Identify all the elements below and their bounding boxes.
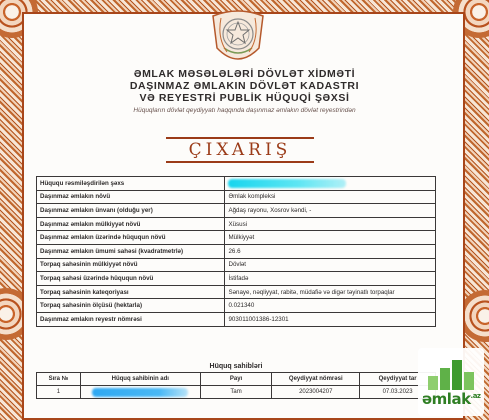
header-line-2: DAŞINMAZ ƏMLAKIN DÖVLƏT KADASTRI — [129, 80, 360, 92]
logo-text — [422, 390, 481, 408]
redaction-mark — [92, 388, 188, 397]
logo-building — [440, 368, 450, 390]
header-line-1: ƏMLAK MƏSƏLƏLƏRİ DÖVLƏT XİDMƏTİ — [133, 68, 356, 80]
emlak-building-logo-icon — [418, 348, 484, 416]
property-details-table — [36, 176, 436, 327]
field-value: Xüsusi — [225, 217, 436, 231]
field-value: Mülkiyyət — [225, 231, 436, 245]
table-cell: 1 — [37, 386, 81, 399]
table-row — [37, 285, 436, 299]
field-label: Torpaq sahəsi üzərində hüququn növü — [37, 272, 225, 286]
field-value: Dövlət — [225, 258, 436, 272]
field-label: Daşınmaz əmlakın üzərində hüququn növü — [37, 231, 225, 245]
document-title-box — [166, 137, 314, 163]
title-rule-top — [166, 137, 314, 139]
field-value: 903011001386-12301 — [225, 312, 436, 326]
field-label: Torpaq sahəsinin mülkiyyət növü — [37, 258, 225, 272]
table-cell-redacted — [80, 386, 200, 399]
column-header: Qeydiyyat nömrəsi — [272, 373, 360, 386]
rights-holders-title: Hüquq sahibləri — [209, 363, 263, 370]
field-value: İstifadə — [225, 272, 436, 286]
field-value: 26.6 — [225, 244, 436, 258]
field-label: Daşınmaz əmlakın ünvanı (olduğu yer) — [37, 204, 225, 218]
field-label: Daşınmaz əmlakın reyestr nömrəsi — [37, 312, 225, 326]
table-header-row — [37, 373, 436, 386]
redaction-mark — [228, 179, 346, 188]
table-row — [37, 231, 436, 245]
field-value: Ağdaş rayonu, Xosrov kəndi, - — [225, 204, 436, 218]
field-value-redacted — [225, 177, 436, 191]
field-label: Hüququ rəsmiləşdirilən şəxs — [37, 177, 225, 191]
table-row — [37, 386, 436, 399]
ornamental-border-left — [0, 0, 22, 420]
table-row — [37, 204, 436, 218]
header-subtitle: Hüquqların dövlət qeydiyyatı haqqında daşınmaz əmlakın dövlət reyestrindən — [133, 107, 356, 114]
field-label: Torpaq sahəsinin ölçüsü (hektarla) — [37, 299, 225, 313]
header-line-3: VƏ REYESTRİ PUBLİK HÜQUQİ ŞƏXSİ — [139, 92, 350, 104]
table-row — [37, 272, 436, 286]
document-title: ÇIXARIŞ — [188, 140, 292, 160]
table-row — [37, 217, 436, 231]
table-row — [37, 312, 436, 326]
rights-holders-table — [36, 372, 436, 399]
field-label: Daşınmaz əmlakın mülkiyyət növü — [37, 217, 225, 231]
table-row — [37, 258, 436, 272]
table-cell: Tam — [200, 386, 272, 399]
table-row — [37, 190, 436, 204]
logo-building — [464, 372, 474, 390]
field-label: Daşınmaz əmlakın ümumi sahəsi (kvadratmetrlə) — [37, 244, 225, 258]
azerbaijan-state-emblem-icon — [207, 8, 269, 68]
table-row — [37, 244, 436, 258]
title-rule-bottom — [166, 161, 314, 163]
field-value: 0.021340 — [225, 299, 436, 313]
column-header: Payı — [200, 373, 272, 386]
logo-building — [452, 360, 462, 390]
column-header: Qeydiyyat tar — [360, 373, 436, 386]
field-value: Əmlak kompleksi — [225, 190, 436, 204]
logo-suffix: .az — [470, 392, 481, 400]
table-cell: 2023004207 — [272, 386, 360, 399]
table-row — [37, 299, 436, 313]
field-label: Torpaq sahəsinin kateqoriyası — [37, 285, 225, 299]
field-label: Daşınmaz əmlakın növü — [37, 190, 225, 204]
column-header: Hüquq sahibinin adı — [80, 373, 200, 386]
column-header: Sıra № — [37, 373, 81, 386]
logo-brand: əmlak — [422, 390, 471, 408]
logo-building — [428, 376, 438, 390]
table-cell: 07.03.2023 — [360, 386, 436, 399]
field-value: Sənaye, nəqliyyat, rabitə, müdafiə və digər təyinatlı torpaqlar — [225, 285, 436, 299]
table-row — [37, 177, 436, 191]
